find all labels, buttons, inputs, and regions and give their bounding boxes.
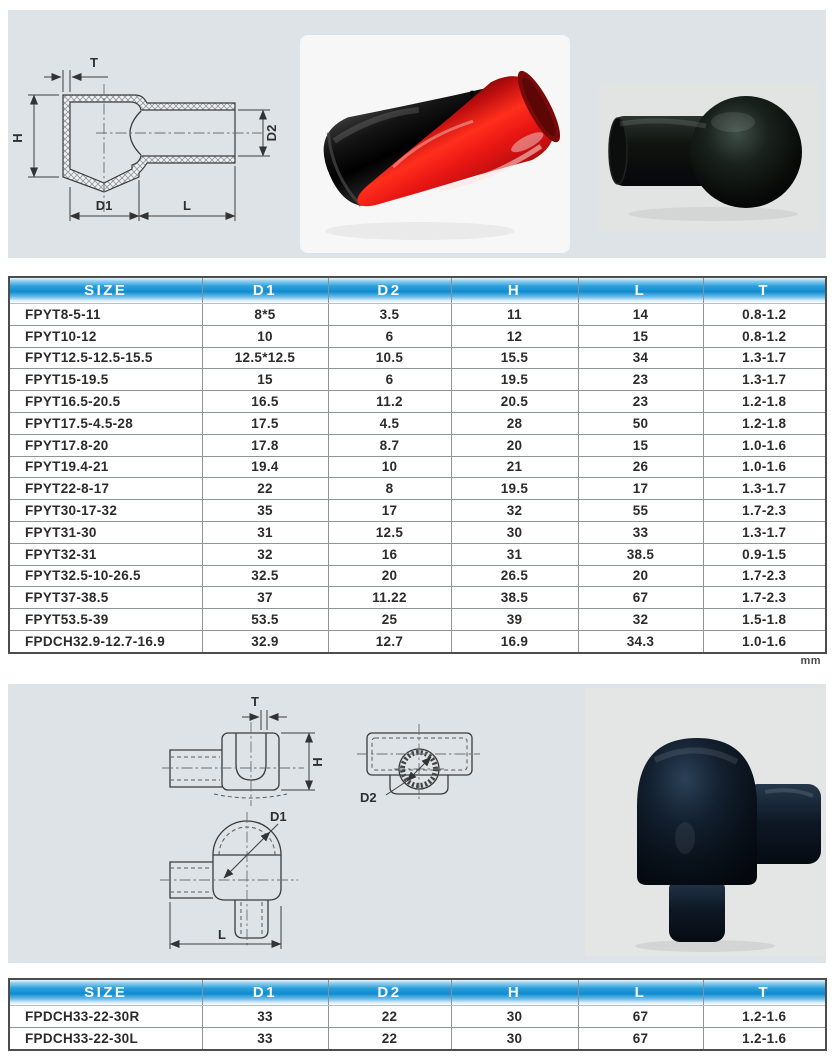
value-cell: 33: [578, 521, 703, 543]
size-cell: FPYT53.5-39: [9, 609, 202, 631]
cap-walls: [63, 95, 235, 192]
value-cell: 12.7: [328, 630, 451, 652]
value-cell: 1.2-1.6: [703, 1006, 826, 1028]
value-cell: 10.5: [328, 347, 451, 369]
value-cell: 1.2-1.6: [703, 1027, 826, 1049]
table-row: [9, 391, 826, 413]
value-cell: 37: [202, 587, 328, 609]
value-cell: 10: [328, 456, 451, 478]
value-cell: 12.5: [328, 521, 451, 543]
value-cell: 1.2-1.8: [703, 412, 826, 434]
value-cell: 32.5: [202, 565, 328, 587]
value-cell: 31: [451, 543, 578, 565]
value-cell: 17: [328, 500, 451, 522]
value-cell: 10: [202, 325, 328, 347]
value-cell: 8.7: [328, 434, 451, 456]
value-cell: 6: [328, 325, 451, 347]
dim-label-l2: L: [218, 927, 226, 942]
value-cell: 50: [578, 412, 703, 434]
value-cell: 34.3: [578, 630, 703, 652]
value-cell: 25: [328, 609, 451, 631]
value-cell: 32: [451, 500, 578, 522]
value-cell: 11.2: [328, 391, 451, 413]
value-cell: 4.5: [328, 412, 451, 434]
value-cell: 21: [451, 456, 578, 478]
value-cell: 31: [202, 521, 328, 543]
dim-label-h2: H: [310, 757, 325, 767]
value-cell: 32: [578, 609, 703, 631]
table-row: [9, 609, 826, 631]
value-cell: 11: [451, 304, 578, 326]
table-row: [9, 412, 826, 434]
size-cell: FPYT17.5-4.5-28: [9, 412, 202, 434]
value-cell: 1.3-1.7: [703, 521, 826, 543]
column-header-d1: D1: [202, 277, 328, 304]
dim-label-t2: T: [251, 694, 259, 709]
value-cell: 22: [328, 1027, 451, 1049]
size-cell: FPYT17.8-20: [9, 434, 202, 456]
column-header-d2: D2: [328, 277, 451, 304]
size-cell: FPDCH33-22-30L: [9, 1027, 202, 1049]
value-cell: 17.8: [202, 434, 328, 456]
value-cell: 33: [202, 1027, 328, 1049]
value-cell: 39: [451, 609, 578, 631]
column-header-d1: D1: [202, 979, 328, 1006]
column-header-h: H: [451, 979, 578, 1006]
column-header-size: SIZE: [9, 979, 202, 1006]
value-cell: 15.5: [451, 347, 578, 369]
value-cell: 1.2-1.8: [703, 391, 826, 413]
value-cell: 1.0-1.6: [703, 456, 826, 478]
value-cell: 22: [328, 1006, 451, 1028]
value-cell: 38.5: [578, 543, 703, 565]
product-photo-elbow-cap: [585, 688, 825, 956]
value-cell: 67: [578, 587, 703, 609]
value-cell: 22: [202, 478, 328, 500]
column-header-h: H: [451, 277, 578, 304]
value-cell: 0.8-1.2: [703, 304, 826, 326]
value-cell: 16.9: [451, 630, 578, 652]
table-row: [9, 478, 826, 500]
size-cell: FPDCH33-22-30R: [9, 1006, 202, 1028]
value-cell: 11.22: [328, 587, 451, 609]
size-cell: FPYT30-17-32: [9, 500, 202, 522]
value-cell: 33: [202, 1006, 328, 1028]
value-cell: 19.4: [202, 456, 328, 478]
value-cell: 0.8-1.2: [703, 325, 826, 347]
value-cell: 1.7-2.3: [703, 587, 826, 609]
size-cell: FPYT32.5-10-26.5: [9, 565, 202, 587]
value-cell: 34: [578, 347, 703, 369]
value-cell: 26.5: [451, 565, 578, 587]
value-cell: 19.5: [451, 478, 578, 500]
value-cell: 17: [578, 478, 703, 500]
table-row: [9, 587, 826, 609]
size-cell: FPYT31-30: [9, 521, 202, 543]
size-cell: FPYT32-31: [9, 543, 202, 565]
spec-table-elbow-covers: [8, 978, 827, 1051]
table-row: [9, 369, 826, 391]
value-cell: 1.7-2.3: [703, 500, 826, 522]
column-header-t: T: [703, 277, 826, 304]
value-cell: 23: [578, 391, 703, 413]
table-row: [9, 1006, 826, 1028]
spec-panel-elbow-cover: [8, 684, 826, 963]
dim-label-t: T: [90, 55, 98, 70]
value-cell: 1.0-1.6: [703, 434, 826, 456]
value-cell: 20: [578, 565, 703, 587]
product-photo-black-red-caps: [300, 35, 570, 253]
value-cell: 1.5-1.8: [703, 609, 826, 631]
table-row: [9, 521, 826, 543]
value-cell: 8: [328, 478, 451, 500]
value-cell: 16.5: [202, 391, 328, 413]
value-cell: 12: [451, 325, 578, 347]
column-header-l: L: [578, 979, 703, 1006]
size-cell: FPYT37-38.5: [9, 587, 202, 609]
header-row: [9, 979, 826, 1006]
value-cell: 3.5: [328, 304, 451, 326]
value-cell: 30: [451, 521, 578, 543]
size-cell: FPYT15-19.5: [9, 369, 202, 391]
table-row: [9, 630, 826, 652]
table-row: [9, 565, 826, 587]
dim-label-h: H: [10, 133, 25, 143]
value-cell: 38.5: [451, 587, 578, 609]
value-cell: 0.9-1.5: [703, 543, 826, 565]
dim-label-d1: D1: [95, 198, 113, 213]
table-row: [9, 500, 826, 522]
value-cell: 8*5: [202, 304, 328, 326]
dim-label-d2: D2: [264, 124, 279, 142]
size-cell: FPYT10-12: [9, 325, 202, 347]
size-cell: FPYT19.4-21: [9, 456, 202, 478]
value-cell: 30: [451, 1027, 578, 1049]
value-cell: 53.5: [202, 609, 328, 631]
table-row: [9, 434, 826, 456]
value-cell: 14: [578, 304, 703, 326]
value-cell: 55: [578, 500, 703, 522]
value-cell: 35: [202, 500, 328, 522]
value-cell: 17.5: [202, 412, 328, 434]
value-cell: 1.3-1.7: [703, 478, 826, 500]
value-cell: 32: [202, 543, 328, 565]
column-header-l: L: [578, 277, 703, 304]
value-cell: 32.9: [202, 630, 328, 652]
value-cell: 67: [578, 1006, 703, 1028]
table-row: [9, 1027, 826, 1049]
dim-label-l: L: [183, 198, 191, 213]
value-cell: 26: [578, 456, 703, 478]
table-row: [9, 456, 826, 478]
value-cell: 15: [202, 369, 328, 391]
value-cell: 20: [328, 565, 451, 587]
value-cell: 30: [451, 1006, 578, 1028]
header-row: [9, 277, 826, 304]
size-cell: FPYT16.5-20.5: [9, 391, 202, 413]
column-header-t: T: [703, 979, 826, 1006]
value-cell: 15: [578, 325, 703, 347]
size-cell: FPDCH32.9-12.7-16.9: [9, 630, 202, 652]
value-cell: 6: [328, 369, 451, 391]
value-cell: 1.0-1.6: [703, 630, 826, 652]
product-photo-black-cap: [598, 82, 820, 232]
value-cell: 23: [578, 369, 703, 391]
size-cell: FPYT22-8-17: [9, 478, 202, 500]
value-cell: 16: [328, 543, 451, 565]
value-cell: 20.5: [451, 391, 578, 413]
table-row: [9, 325, 826, 347]
value-cell: 67: [578, 1027, 703, 1049]
dim-label-d1b: D1: [270, 809, 287, 824]
value-cell: 15: [578, 434, 703, 456]
value-cell: 1.3-1.7: [703, 369, 826, 391]
table-row: [9, 347, 826, 369]
spec-panel-straight-cover: [8, 10, 826, 258]
spec-table-straight-covers: [8, 276, 827, 654]
dim-label-d2b: D2: [360, 790, 377, 805]
value-cell: 20: [451, 434, 578, 456]
value-cell: 19.5: [451, 369, 578, 391]
value-cell: 1.7-2.3: [703, 565, 826, 587]
unit-label: mm: [800, 655, 821, 667]
size-cell: FPYT12.5-12.5-15.5: [9, 347, 202, 369]
column-header-size: SIZE: [9, 277, 202, 304]
table-row: [9, 543, 826, 565]
table-row: [9, 304, 826, 326]
value-cell: 12.5*12.5: [202, 347, 328, 369]
column-header-d2: D2: [328, 979, 451, 1006]
size-cell: FPYT8-5-11: [9, 304, 202, 326]
value-cell: 1.3-1.7: [703, 347, 826, 369]
value-cell: 28: [451, 412, 578, 434]
